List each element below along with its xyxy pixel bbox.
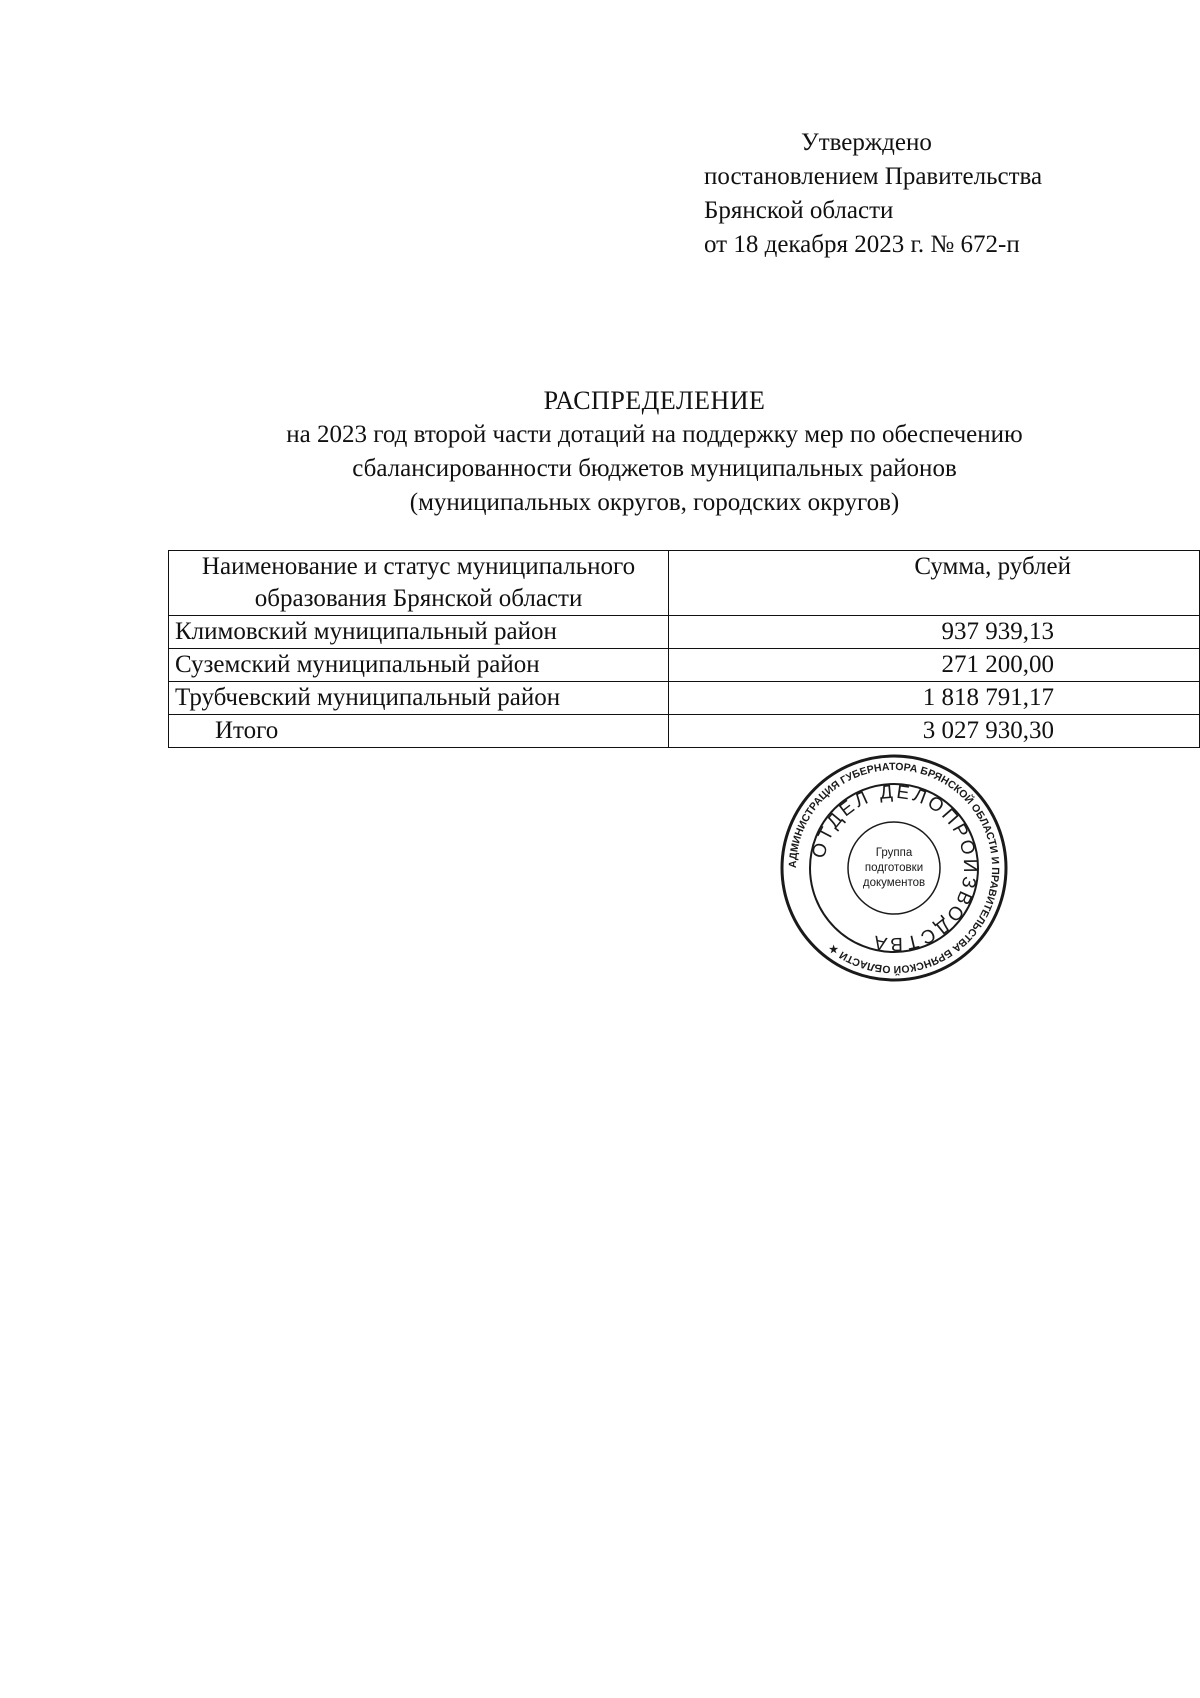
table-row xyxy=(169,682,1200,715)
stamp-inner-ring-text: ОТДЕЛ ДЕЛОПРОИЗВОДСТВА xyxy=(808,781,981,955)
total-sum: 3 027 930,30 xyxy=(669,715,1200,748)
distribution-table xyxy=(168,550,1200,748)
approval-block xyxy=(704,126,1042,262)
table-row xyxy=(169,649,1200,682)
approval-title: Утверждено xyxy=(801,129,932,156)
title-line-1: на 2023 год второй части дотаций на поддержку мер по обеспечению xyxy=(286,421,1023,448)
stamp-center-line-3: документов xyxy=(862,877,926,889)
row-sum: 271 200,00 xyxy=(669,649,1200,682)
title-line-2: сбалансированности бюджетов муниципальных районов xyxy=(352,455,957,482)
total-label: Итого xyxy=(169,715,669,748)
header-name-column: Наименование и статус муниципального образования Брянской области xyxy=(169,551,669,616)
row-sum: 1 818 791,17 xyxy=(669,682,1200,715)
header-sum-column: Сумма, рублей xyxy=(669,551,1200,616)
title-heading: РАСПРЕДЕЛЕНИЕ xyxy=(543,386,766,415)
row-sum: 937 939,13 xyxy=(669,616,1200,649)
approval-line-decree: постановлением Правительства xyxy=(704,163,1043,190)
stamp-center-line-1: Группа xyxy=(875,847,913,859)
approval-line-region: Брянской области xyxy=(704,197,894,224)
table-row xyxy=(169,616,1200,649)
approval-line-date-number: от 18 декабря 2023 г. № 672-п xyxy=(704,231,1020,258)
row-name: Трубчевский муниципальный район xyxy=(169,682,669,715)
row-name: Суземский муниципальный район xyxy=(169,649,669,682)
table-header-row xyxy=(169,551,1200,616)
title-line-3: (муниципальных округов, городских округов) xyxy=(409,489,900,516)
stamp-outer-ring-text: АДМИНИСТРАЦИЯ ГУБЕРНАТОРА БРЯНСКОЙ ОБЛАСТИ И ПРАВИТЕЛЬСТВА БРЯНСКОЙ ОБЛАСТИ ★ xyxy=(786,760,1002,976)
document-title xyxy=(0,384,1200,520)
table-total-row xyxy=(169,715,1200,748)
row-name: Климовский муниципальный район xyxy=(169,616,669,649)
office-stamp xyxy=(778,752,1010,984)
stamp-center-line-2: подготовки xyxy=(864,862,924,874)
